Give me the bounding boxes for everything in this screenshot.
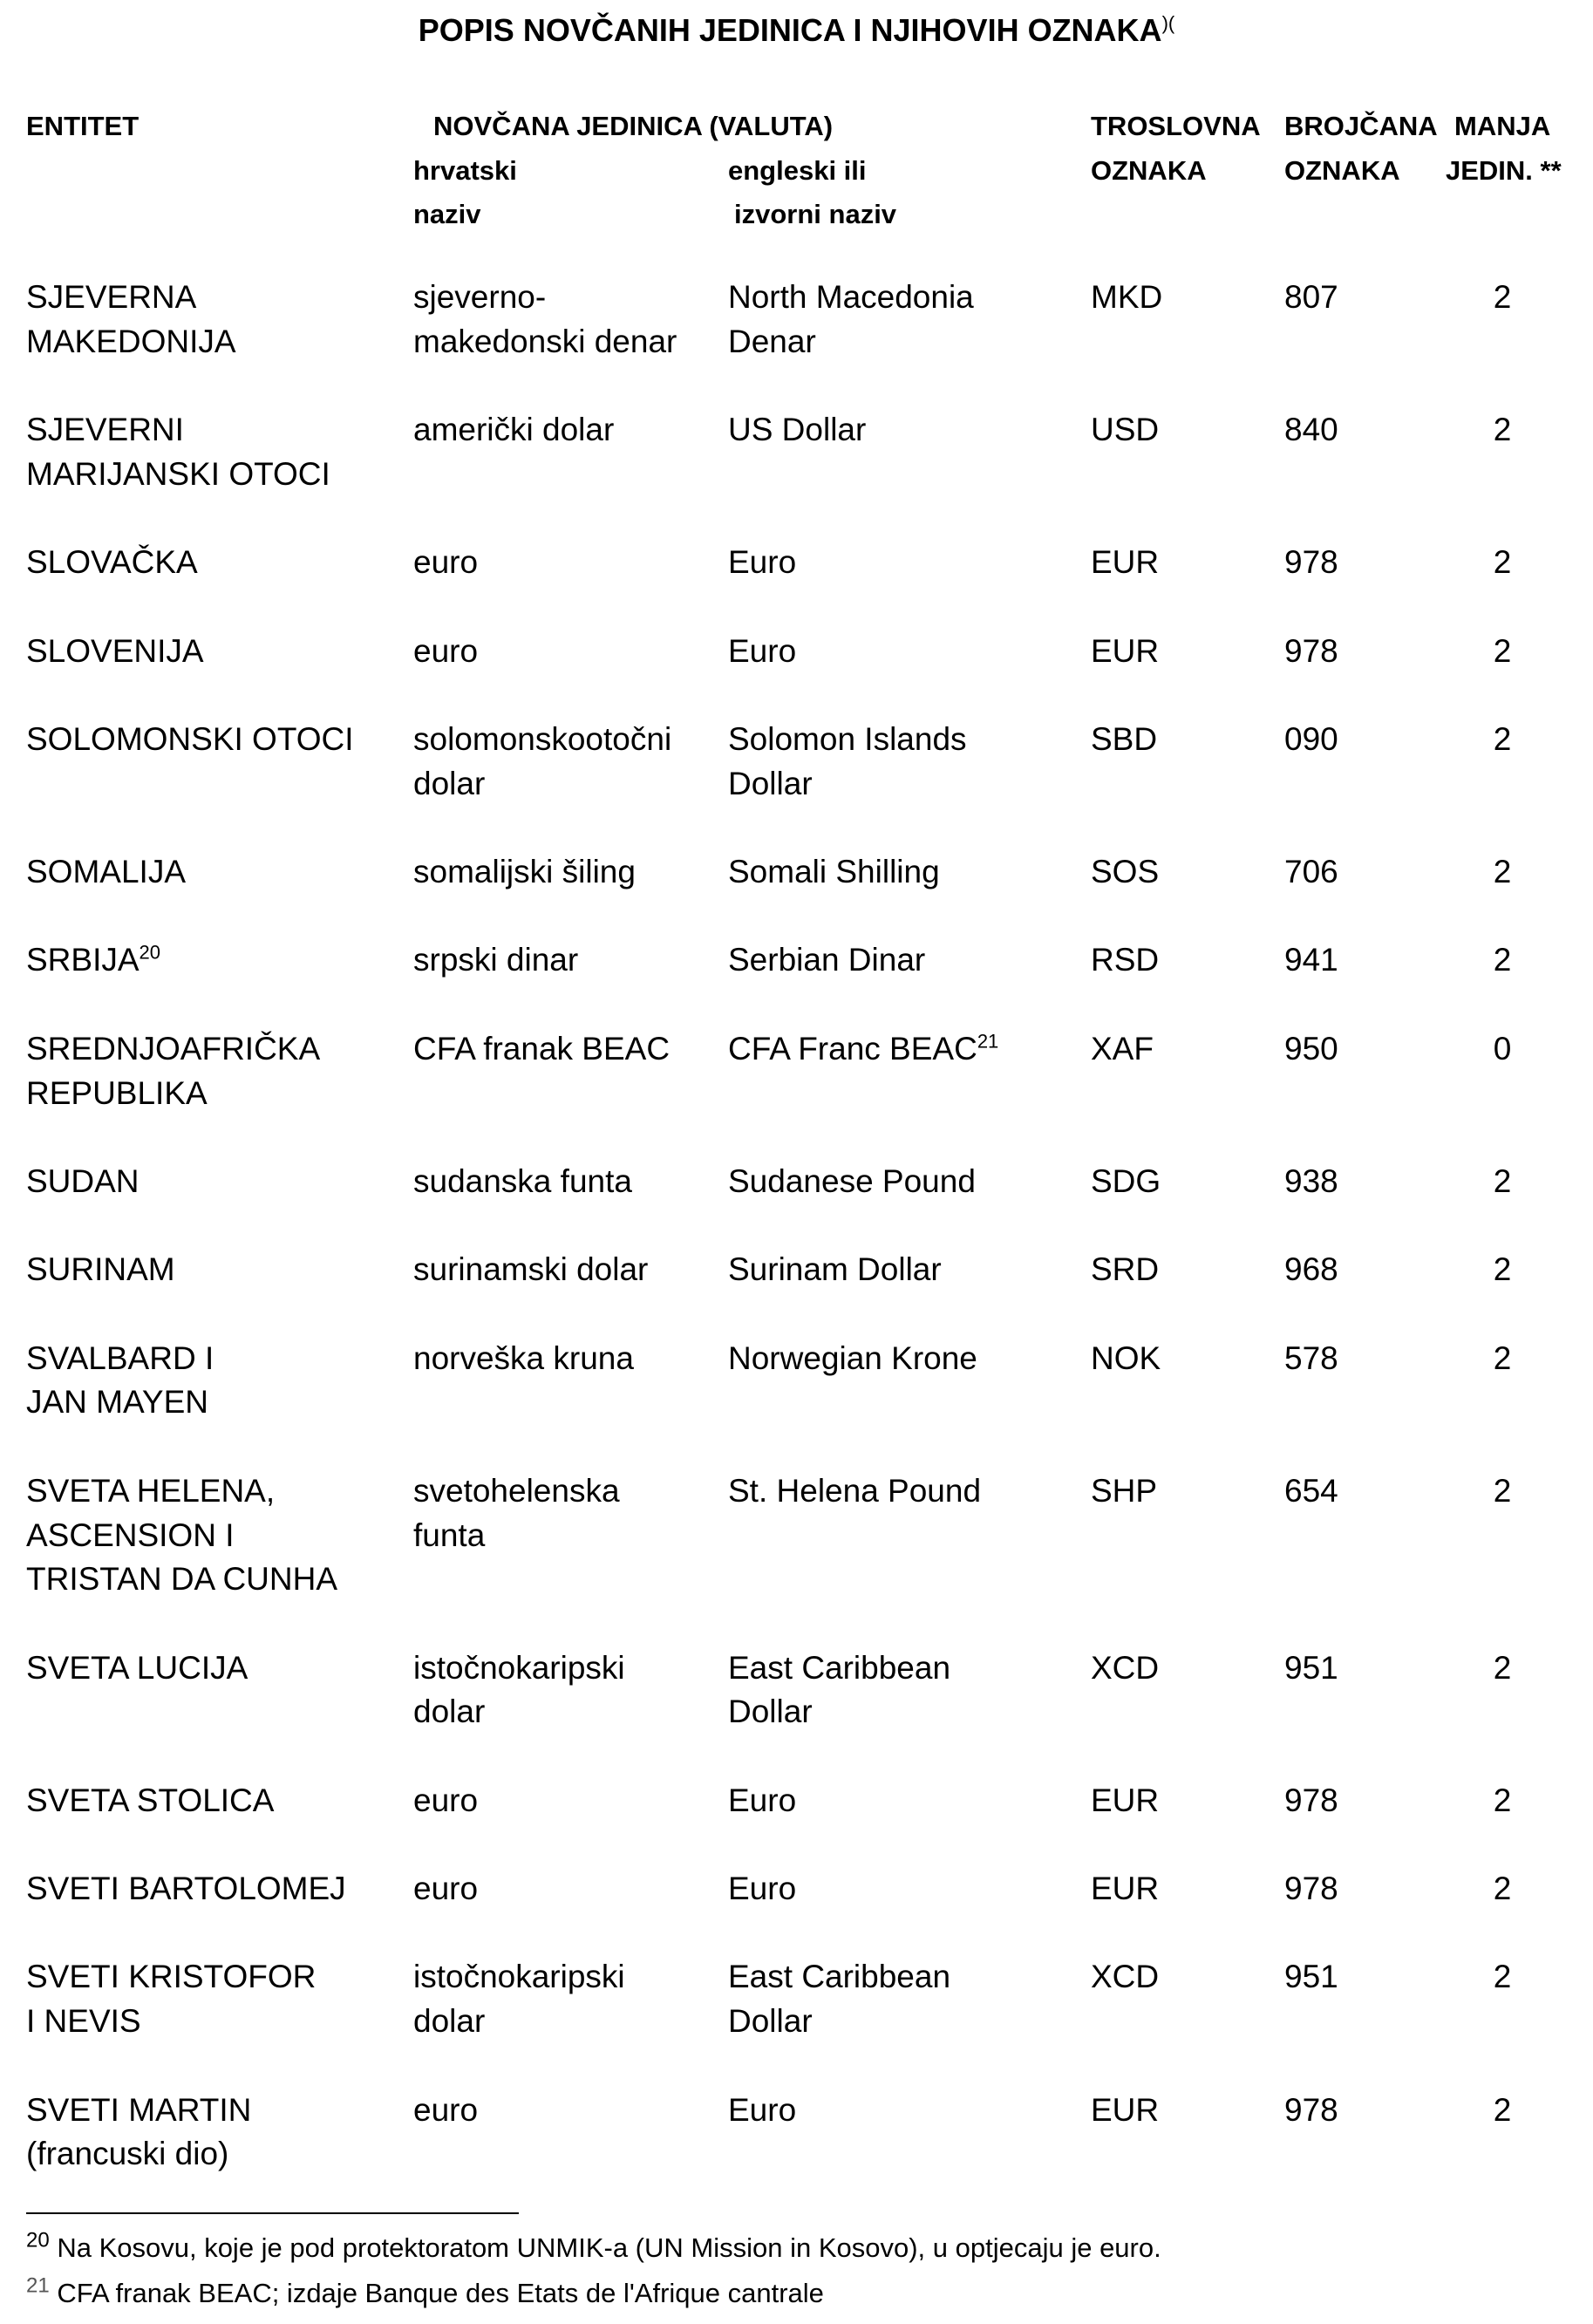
english-name-cell-text: North Macedonia Denar: [728, 279, 974, 359]
numeric-code-cell-text: 968: [1284, 1251, 1338, 1288]
english-name-cell-text: Euro: [728, 544, 797, 581]
entity-cell: [26, 276, 413, 408]
alpha-code-cell: [1091, 1867, 1284, 1955]
entity-cell-text: SRBIJA: [26, 942, 140, 978]
table-row: [26, 408, 1528, 541]
english-name-cell: [728, 1469, 1091, 1646]
english-name-cell: [728, 718, 1091, 850]
croatian-name-cell: [413, 630, 728, 718]
alpha-code-cell: [1091, 1027, 1284, 1160]
croatian-name-cell-text: CFA franak BEAC: [413, 1030, 671, 1067]
table-row: [26, 1867, 1528, 1955]
alpha-code-cell-text: RSD: [1091, 942, 1160, 978]
entity-cell-text: SUDAN: [26, 1162, 140, 1199]
header-tro-2: OZNAKA: [1091, 155, 1207, 186]
numeric-code-cell-text: 978: [1284, 1871, 1338, 1907]
entity-cell-text: SOLOMONSKI OTOCI: [26, 720, 354, 757]
footnote-number: 20: [26, 2228, 50, 2252]
minor-unit-cell-text: 2: [1493, 279, 1512, 315]
english-name-cell-text: Surinam Dollar: [728, 1251, 942, 1288]
minor-unit-cell-text: 2: [1493, 1339, 1512, 1376]
table-row: [26, 1469, 1528, 1646]
english-name-cell-text: Solomon Islands Dollar: [728, 720, 967, 801]
header-broj-2: OZNAKA: [1284, 155, 1400, 186]
minor-unit-cell: [1459, 1248, 1528, 1336]
croatian-name-cell-text: američki dolar: [413, 412, 615, 448]
minor-unit-cell-text: 2: [1493, 1959, 1512, 1995]
minor-unit-cell: [1459, 850, 1528, 938]
entity-cell-text: SVETA STOLICA: [26, 1782, 275, 1818]
english-name-cell-text: Serbian Dinar: [728, 942, 926, 978]
numeric-code-cell: [1284, 938, 1459, 1026]
alpha-code-cell-text: EUR: [1091, 1782, 1160, 1818]
table-row: [26, 1160, 1528, 1248]
header-manja-2: JEDIN. **: [1446, 155, 1562, 186]
entity-cell-text: SOMALIJA: [26, 854, 186, 890]
alpha-code-cell-text: XCD: [1091, 1649, 1160, 1686]
croatian-name-cell-text: surinamski dolar: [413, 1251, 649, 1288]
alpha-code-cell: [1091, 2089, 1284, 2221]
minor-unit-cell: [1459, 541, 1528, 629]
entity-cell: [26, 718, 413, 850]
english-name-cell: [728, 1955, 1091, 2088]
alpha-code-cell: [1091, 718, 1284, 850]
alpha-code-cell: [1091, 1955, 1284, 2088]
entity-cell: [26, 938, 413, 1026]
table-row: [26, 541, 1528, 629]
entity-cell-text: SLOVENIJA: [26, 632, 204, 669]
alpha-code-cell-text: XAF: [1091, 1030, 1154, 1067]
english-name-cell-text: East Caribbean Dollar: [728, 1959, 951, 2040]
header-manja-1: MANJA: [1454, 111, 1551, 141]
currency-table: [26, 276, 1528, 2221]
croatian-name-cell: [413, 276, 728, 408]
entity-cell-text: SJEVERNA MAKEDONIJA: [26, 279, 236, 359]
footnote-text: Na Kosovu, koje je pod protektoratom UNMIK-a (UN Mission in Kosovo), u optjecaju je euro.: [57, 2232, 1161, 2263]
page-title: [0, 12, 1593, 49]
minor-unit-cell: [1459, 1469, 1528, 1646]
minor-unit-cell-text: 2: [1493, 1649, 1512, 1686]
english-name-cell: [728, 1646, 1091, 1779]
croatian-name-cell: [413, 1027, 728, 1160]
footnote-divider: [26, 2212, 519, 2214]
minor-unit-cell: [1459, 1160, 1528, 1248]
entity-cell: [26, 850, 413, 938]
numeric-code-cell-text: 951: [1284, 1959, 1338, 1995]
entity-cell-text: SVETA LUCIJA: [26, 1649, 248, 1686]
numeric-code-cell: [1284, 850, 1459, 938]
table-row: [26, 850, 1528, 938]
english-name-cell: [728, 541, 1091, 629]
numeric-code-cell-text: 950: [1284, 1030, 1338, 1067]
numeric-code-cell-text: 941: [1284, 942, 1338, 978]
croatian-name-cell-text: svetohelenska funta: [413, 1472, 620, 1553]
entity-cell: [26, 1867, 413, 1955]
croatian-name-cell-text: srpski dinar: [413, 942, 579, 978]
croatian-name-cell: [413, 1160, 728, 1248]
croatian-name-cell: [413, 541, 728, 629]
entity-cell-text: SLOVAČKA: [26, 544, 198, 581]
alpha-code-cell-text: EUR: [1091, 1871, 1160, 1907]
croatian-name-cell-text: istočnokaripski dolar: [413, 1959, 625, 2040]
english-name-cell-text: St. Helena Pound: [728, 1472, 982, 1509]
minor-unit-cell-text: 2: [1493, 1162, 1512, 1199]
header-broj-1: BROJČANA: [1284, 111, 1438, 141]
minor-unit-cell: [1459, 938, 1528, 1026]
english-name-cell-text: CFA Franc BEAC: [728, 1030, 977, 1067]
croatian-name-cell: [413, 2089, 728, 2221]
english-name-cell-text: Euro: [728, 2091, 797, 2128]
minor-unit-cell: [1459, 1955, 1528, 2088]
numeric-code-cell-text: 951: [1284, 1649, 1338, 1686]
numeric-code-cell-text: 654: [1284, 1472, 1338, 1509]
table-row: [26, 276, 1528, 408]
alpha-code-cell-text: SOS: [1091, 854, 1160, 890]
alpha-code-cell-text: SDG: [1091, 1162, 1161, 1199]
minor-unit-cell: [1459, 408, 1528, 541]
numeric-code-cell-text: 807: [1284, 279, 1338, 315]
alpha-code-cell: [1091, 850, 1284, 938]
minor-unit-cell-text: 2: [1493, 1251, 1512, 1288]
entity-cell: [26, 1160, 413, 1248]
header-hr-2: naziv: [413, 199, 481, 229]
numeric-code-cell-text: 090: [1284, 720, 1338, 757]
english-name-cell: [728, 1867, 1091, 1955]
numeric-code-cell-text: 840: [1284, 412, 1338, 448]
english-name-cell: [728, 408, 1091, 541]
minor-unit-cell: [1459, 1646, 1528, 1779]
croatian-name-cell: [413, 850, 728, 938]
title-text: POPIS NOVČANIH JEDINICA I NJIHOVIH OZNAKA: [418, 12, 1162, 48]
alpha-code-cell-text: SHP: [1091, 1472, 1158, 1509]
croatian-name-cell-text: euro: [413, 2091, 479, 2128]
footnote-20: [26, 2228, 1161, 2264]
minor-unit-cell-text: 2: [1493, 1871, 1512, 1907]
entity-cell: [26, 1337, 413, 1469]
entity-cell: [26, 1955, 413, 2088]
alpha-code-cell-text: XCD: [1091, 1959, 1160, 1995]
english-name-cell-text: East Caribbean Dollar: [728, 1649, 951, 1730]
header-valuta: NOVČANA JEDINICA (VALUTA): [433, 111, 834, 141]
minor-unit-cell: [1459, 630, 1528, 718]
table-row: [26, 1027, 1528, 1160]
entity-cell: [26, 1469, 413, 1646]
croatian-name-cell-text: norveška kruna: [413, 1339, 634, 1376]
alpha-code-cell: [1091, 276, 1284, 408]
croatian-name-cell: [413, 1248, 728, 1336]
entity-cell: [26, 1646, 413, 1779]
numeric-code-cell: [1284, 541, 1459, 629]
croatian-name-cell-text: euro: [413, 1871, 479, 1907]
english-name-cell-text: Sudanese Pound: [728, 1162, 976, 1199]
header-hr-1: hrvatski: [413, 155, 517, 186]
entity-cell: [26, 2089, 413, 2221]
minor-unit-cell: [1459, 1779, 1528, 1867]
croatian-name-cell-text: sudanska funta: [413, 1162, 632, 1199]
entity-cell-text: SVALBARD I JAN MAYEN: [26, 1339, 214, 1421]
croatian-name-cell-text: sjeverno- makedonski denar: [413, 279, 677, 359]
numeric-code-cell: [1284, 1646, 1459, 1779]
numeric-code-cell: [1284, 1955, 1459, 2088]
alpha-code-cell: [1091, 1337, 1284, 1469]
english-name-cell: [728, 1779, 1091, 1867]
entity-cell-text: SVETI KRISTOFOR I NEVIS: [26, 1959, 317, 2040]
table-row: [26, 1646, 1528, 1779]
entity-cell: [26, 541, 413, 629]
alpha-code-cell-text: SBD: [1091, 720, 1158, 757]
minor-unit-cell: [1459, 1027, 1528, 1160]
entity-cell: [26, 1027, 413, 1160]
alpha-code-cell-text: NOK: [1091, 1339, 1161, 1376]
minor-unit-cell: [1459, 276, 1528, 408]
numeric-code-cell-text: 978: [1284, 2091, 1338, 2128]
croatian-name-cell: [413, 938, 728, 1026]
minor-unit-cell-text: 2: [1493, 1472, 1512, 1509]
table-row: [26, 630, 1528, 718]
header-en-2: izvorni naziv: [734, 199, 897, 229]
minor-unit-cell: [1459, 718, 1528, 850]
croatian-name-cell-text: euro: [413, 632, 479, 669]
numeric-code-cell-text: 938: [1284, 1162, 1338, 1199]
entity-cell-text: SREDNJOAFRIČKA REPUBLIKA: [26, 1030, 321, 1111]
croatian-name-cell: [413, 408, 728, 541]
croatian-name-cell: [413, 718, 728, 850]
croatian-name-cell: [413, 1955, 728, 2088]
footnote-ref: 21: [977, 1030, 999, 1053]
numeric-code-cell: [1284, 1779, 1459, 1867]
entity-cell: [26, 408, 413, 541]
entity-cell-text: SVETA HELENA, ASCENSION I TRISTAN DA CUNHA: [26, 1472, 338, 1598]
table-row: [26, 938, 1528, 1026]
entity-cell-text: SVETI MARTIN (francuski dio): [26, 2091, 252, 2172]
alpha-code-cell: [1091, 1646, 1284, 1779]
alpha-code-cell: [1091, 1779, 1284, 1867]
alpha-code-cell: [1091, 1160, 1284, 1248]
english-name-cell: [728, 1160, 1091, 1248]
entity-cell: [26, 1779, 413, 1867]
numeric-code-cell: [1284, 276, 1459, 408]
table-row: [26, 1779, 1528, 1867]
english-name-cell: [728, 1337, 1091, 1469]
minor-unit-cell-text: 2: [1493, 544, 1512, 581]
croatian-name-cell: [413, 1337, 728, 1469]
croatian-name-cell: [413, 1779, 728, 1867]
english-name-cell-text: Norwegian Krone: [728, 1339, 977, 1376]
table-row: [26, 718, 1528, 850]
minor-unit-cell: [1459, 1337, 1528, 1469]
english-name-cell: [728, 2089, 1091, 2221]
entity-cell: [26, 630, 413, 718]
entity-cell-text: SJEVERNI MARIJANSKI OTOCI: [26, 412, 330, 492]
alpha-code-cell: [1091, 630, 1284, 718]
numeric-code-cell: [1284, 1027, 1459, 1160]
numeric-code-cell-text: 978: [1284, 632, 1338, 669]
numeric-code-cell-text: 978: [1284, 544, 1338, 581]
alpha-code-cell-text: EUR: [1091, 632, 1160, 669]
minor-unit-cell-text: 2: [1493, 1782, 1512, 1818]
croatian-name-cell-text: istočnokaripski dolar: [413, 1649, 625, 1730]
table-row: [26, 1248, 1528, 1336]
minor-unit-cell-text: 2: [1493, 2091, 1512, 2128]
english-name-cell-text: Euro: [728, 1871, 797, 1907]
alpha-code-cell-text: MKD: [1091, 279, 1163, 315]
croatian-name-cell: [413, 1867, 728, 1955]
croatian-name-cell: [413, 1646, 728, 1779]
croatian-name-cell-text: solomonskootočni dolar: [413, 720, 672, 801]
numeric-code-cell: [1284, 408, 1459, 541]
table-row: [26, 2089, 1528, 2221]
numeric-code-cell-text: 578: [1284, 1339, 1338, 1376]
numeric-code-cell: [1284, 718, 1459, 850]
table-row: [26, 1337, 1528, 1469]
footnote-number: 21: [26, 2273, 50, 2298]
numeric-code-cell: [1284, 1248, 1459, 1336]
alpha-code-cell: [1091, 408, 1284, 541]
minor-unit-cell-text: 2: [1493, 854, 1512, 890]
alpha-code-cell: [1091, 541, 1284, 629]
numeric-code-cell: [1284, 1469, 1459, 1646]
alpha-code-cell: [1091, 1469, 1284, 1646]
alpha-code-cell-text: EUR: [1091, 2091, 1160, 2128]
english-name-cell-text: Somali Shilling: [728, 854, 940, 890]
header-tro-1: TROSLOVNA: [1091, 111, 1261, 141]
entity-cell-text: SURINAM: [26, 1251, 175, 1288]
numeric-code-cell: [1284, 1337, 1459, 1469]
minor-unit-cell-text: 2: [1493, 632, 1512, 669]
numeric-code-cell-text: 978: [1284, 1782, 1338, 1818]
alpha-code-cell-text: USD: [1091, 412, 1160, 448]
numeric-code-cell: [1284, 1867, 1459, 1955]
minor-unit-cell-text: 2: [1493, 412, 1512, 448]
footnote-text: CFA franak BEAC; izdaje Banque des Etats de l'Afrique cantrale: [57, 2278, 824, 2308]
entity-cell: [26, 1248, 413, 1336]
croatian-name-cell-text: somalijski šiling: [413, 854, 636, 890]
numeric-code-cell-text: 706: [1284, 854, 1338, 890]
minor-unit-cell: [1459, 1867, 1528, 1955]
english-name-cell: [728, 1027, 1091, 1160]
alpha-code-cell-text: EUR: [1091, 544, 1160, 581]
english-name-cell-text: US Dollar: [728, 412, 867, 448]
alpha-code-cell: [1091, 938, 1284, 1026]
croatian-name-cell-text: euro: [413, 544, 479, 581]
table-row: [26, 1955, 1528, 2088]
english-name-cell: [728, 630, 1091, 718]
english-name-cell: [728, 1248, 1091, 1336]
alpha-code-cell-text: SRD: [1091, 1251, 1160, 1288]
english-name-cell-text: Euro: [728, 1782, 797, 1818]
title-mark: )(: [1161, 12, 1175, 34]
minor-unit-cell-text: 0: [1493, 1030, 1512, 1067]
footnote-21: [26, 2273, 824, 2309]
minor-unit-cell: [1459, 2089, 1528, 2221]
numeric-code-cell: [1284, 1160, 1459, 1248]
croatian-name-cell-text: euro: [413, 1782, 479, 1818]
minor-unit-cell-text: 2: [1493, 942, 1512, 978]
english-name-cell: [728, 938, 1091, 1026]
numeric-code-cell: [1284, 2089, 1459, 2221]
english-name-cell: [728, 850, 1091, 938]
footnote-ref: 20: [139, 942, 161, 964]
alpha-code-cell: [1091, 1248, 1284, 1336]
numeric-code-cell: [1284, 630, 1459, 718]
croatian-name-cell: [413, 1469, 728, 1646]
english-name-cell: [728, 276, 1091, 408]
header-en-1: engleski ili: [728, 155, 867, 186]
entity-cell-text: SVETI BARTOLOMEJ: [26, 1871, 346, 1907]
minor-unit-cell-text: 2: [1493, 720, 1512, 757]
header-entitet: ENTITET: [26, 111, 140, 141]
english-name-cell-text: Euro: [728, 632, 797, 669]
